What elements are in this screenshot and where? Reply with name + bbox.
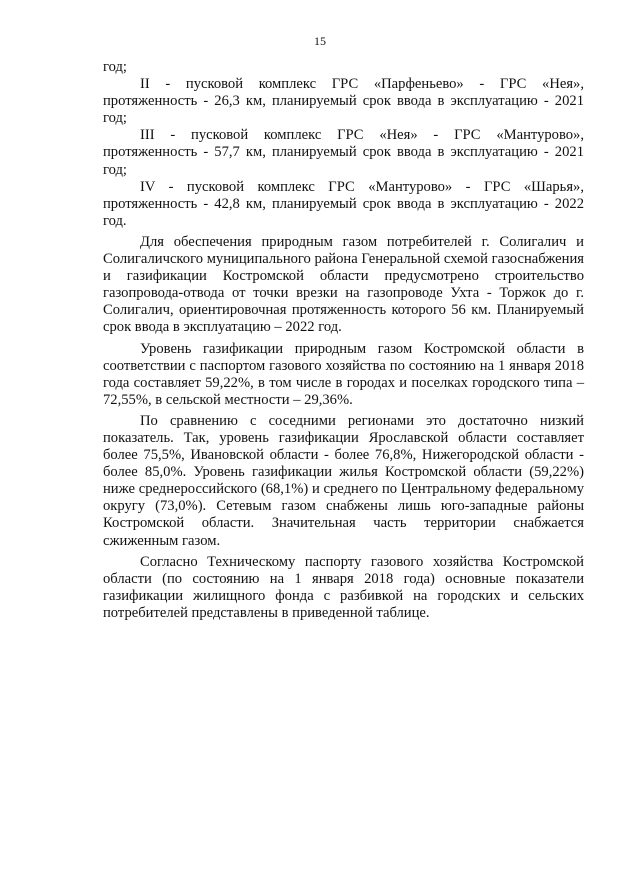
paragraph-complex-4: IV - пусковой комплекс ГРС «Мантурово» - ГРС «Шарья», протяженность - 42,8 км, планируемый срок ввода в эксплуатацию - 2022 год. bbox=[103, 178, 584, 229]
paragraph-regional-comparison: По сравнению с соседними регионами это достаточно низкий показатель. Так, уровень газификации Ярославской области составляет более 75,5%, Ивановской области - более 76,8%, Нижегородской области - более 85,0%. Уровень газификации жилья Костромской области (59,22%) ниже среднероссийского (68,1%) и среднего по Центральному федеральному округу (73,0%). Сетевым газом снабжены лишь юго-западные районы Костромской области. Значительная часть территории снабжается сжиженным газом. bbox=[103, 412, 584, 549]
paragraph-year-tail: год; bbox=[103, 59, 127, 75]
paragraph-soligalich: Для обеспечения природным газом потребителей г. Солигалич и Солигаличского муниципального района Генеральной схемой газоснабжения и газификации Костромской области предусмотрено строительство газопровода-отвода от точки врезки на газопроводе Ухта - Торжок до г. Солигалич, ориентировочная протяженность которого 56 км. Планируемый срок ввода в эксплуатацию – 2022 год. bbox=[103, 233, 584, 336]
paragraph-gasification-level: Уровень газификации природным газом Костромской области в соответствии с паспортом газового хозяйства по состоянию на 1 января 2018 года составляет 59,22%, в том числе в городах и поселках городского типа – 72,55%, в сельской местности – 29,36%. bbox=[103, 340, 584, 408]
paragraph-technical-passport: Согласно Техническому паспорту газового хозяйства Костромской области (по состоянию на 1 января 2018 года) основные показатели газификации жилищного фонда с разбивкой на городских и сельских потребителей представлены в приведенной таблице. bbox=[103, 553, 584, 621]
page-number: 15 bbox=[314, 34, 326, 48]
paragraph-complex-2: II - пусковой комплекс ГРС «Парфеньево» - ГРС «Нея», протяженность - 26,3 км, планируемый срок ввода в эксплуатацию - 2021 год; bbox=[103, 76, 584, 127]
document-body bbox=[103, 59, 584, 622]
paragraph-complex-3: III - пусковой комплекс ГРС «Нея» - ГРС «Мантурово», протяженность - 57,7 км, планируемый срок ввода в эксплуатацию - 2021 год; bbox=[103, 127, 584, 178]
